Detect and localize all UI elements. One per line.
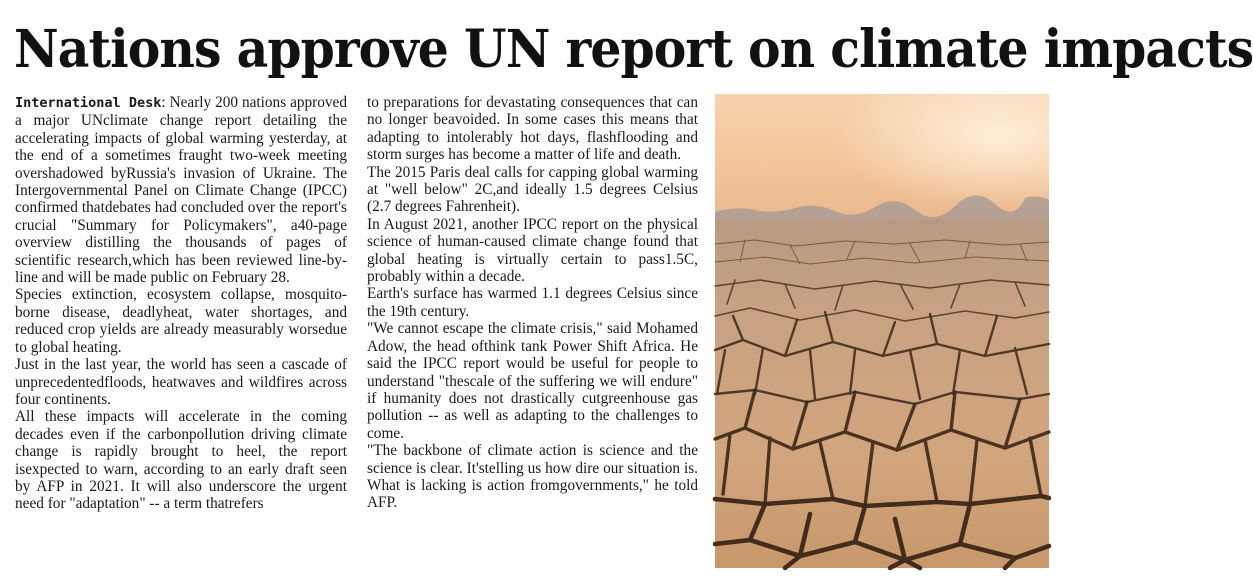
article-paragraph: Earth's surface has warmed 1.1 degrees Celsius since the 19th century.	[367, 285, 698, 320]
article-column-1	[15, 94, 347, 513]
dateline-separator: :	[161, 94, 166, 111]
article-paragraph: to preparations for devastating consequences that can no longer beavoided. In some cases this means that adapting to intolerably hot days, flashflooding and storm surges has become a matter of life and death.	[367, 94, 698, 164]
photo-cracked-earth	[715, 94, 1049, 568]
ground	[715, 220, 1049, 568]
dateline: International Desk	[15, 95, 162, 111]
paragraph-text: Nearly 200 nations approved a major UNclimate change report detailing the accelerating impacts of global warming yesterday, at the end of a sometimes fraught two-week meeting overshadowed byRussia's invasion of Ukraine. The Intergovernmental Panel on Climate Change (IPCC) confirmed thatdebates had concluded over the report's crucial "Summary for Policymakers", a40-page overview distilling the thousands of pages of scientific research,which has been reviewed line-by-line and will be made public on February 28.	[15, 94, 347, 287]
article-paragraph: Species extinction, ecosystem collapse, mosquito-borne disease, deadlyheat, water shortages, and reduced crop yields are already measurably worsedue to global heating.	[15, 286, 347, 356]
article-paragraph: All these impacts will accelerate in the coming decades even if the carbonpollution driving climate change is rapidly brought to heel, the report isexpected to warn, according to an early draft seen by AFP in 2021. It will also underscore the urgent need for "adaptation" -- a term thatrefers	[15, 408, 347, 513]
article-paragraph: "The backbone of climate action is science and the science is clear. It'stelling us how dire our situation is. What is lacking is action fromgovernments," he told AFP.	[367, 442, 698, 512]
article-paragraph	[15, 94, 347, 286]
cracked-earth-image	[715, 94, 1049, 568]
headline: Nations approve UN report on climate impacts	[14, 19, 1253, 80]
article-paragraph: In August 2021, another IPCC report on the physical science of human-caused climate change found that global heating is virtually certain to pass1.5C, probably within a decade.	[367, 215, 698, 286]
article-paragraph: Just in the last year, the world has seen a cascade of unprecedentedfloods, heatwaves and wildfires across four continents.	[15, 356, 347, 408]
article-column-2	[367, 94, 698, 512]
article-paragraph: "We cannot escape the climate crisis," said Mohamed Adow, the head ofthink tank Power Shift Africa. He said the IPCC report would be useful for people to understand "thescale of the suffering we will endure" if humanity does not drastically cutgreenhouse gas pollution -- as well as adapting to the challenges to come.	[367, 320, 698, 442]
article-paragraph: The 2015 Paris deal calls for capping global warming at "well below" 2C,and ideally 1.5 degrees Celsius (2.7 degrees Fahrenheit).	[367, 163, 698, 216]
